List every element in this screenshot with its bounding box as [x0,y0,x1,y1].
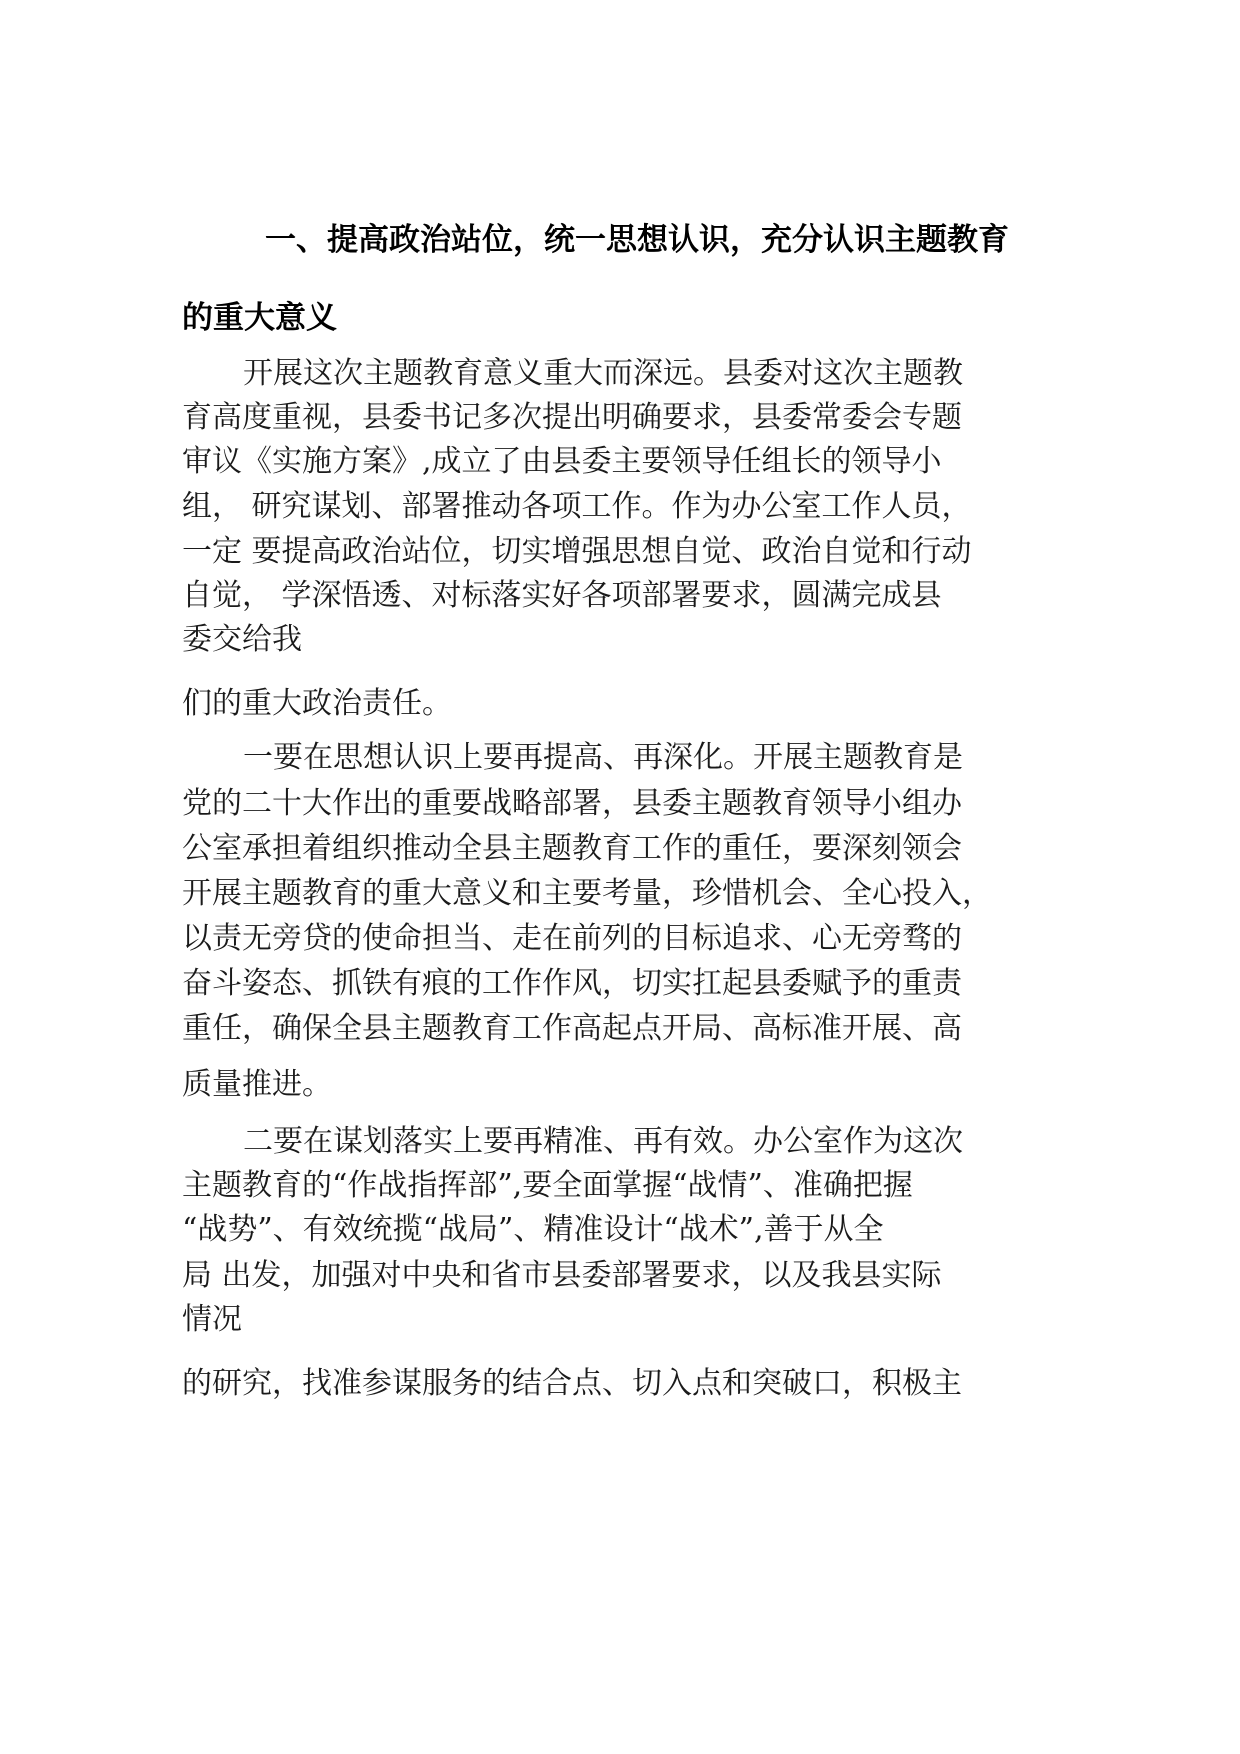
paragraph-2-line-1: 一要在思想认识上要再提高、再深化。开展主题教育是 [243,740,963,775]
paragraph-3-line-6: 的研究，找准参谋服务的结合点、切入点和突破口，积极主 [182,1366,962,1401]
paragraph-2-line-5: 以责无旁贷的使命担当、走在前列的目标追求、心无旁骛的 [182,921,962,956]
paragraph-3-line-4: 局 出发，加强对中央和省市县委部署要求，以及我县实际 [182,1258,942,1293]
paragraph-1-line-7: 委交给我 [182,622,302,657]
paragraph-1-line-8: 们的重大政治责任。 [182,686,452,721]
paragraph-2-line-7: 重任，确保全县主题教育工作高起点开局、高标准开展、高 [182,1011,962,1046]
paragraph-1-line-1: 开展这次主题教育意义重大而深远。县委对这次主题教 [243,356,963,391]
paragraph-1-line-5: 一定 要提高政治站位，切实增强思想自觉、政治自觉和行动 [182,534,972,569]
paragraph-1-line-4: 组， 研究谋划、部署推动各项工作。作为办公室工作人员， [182,489,972,524]
section-heading-line-2: 的重大意义 [182,300,337,336]
paragraph-2-line-8: 质量推进。 [182,1067,332,1102]
paragraph-3-line-5: 情况 [182,1302,242,1337]
paragraph-3-line-3: “战势”、有效统揽“战局”、精准设计“战术”,善于从全 [182,1212,884,1247]
paragraph-1-line-3: 审议《实施方案》,成立了由县委主要领导任组长的领导小 [182,444,942,479]
paragraph-2-line-2: 党的二十大作出的重要战略部署，县委主题教育领导小组办 [182,786,962,821]
paragraph-3-line-1: 二要在谋划落实上要再精准、再有效。办公室作为这次 [243,1124,963,1159]
paragraph-2-line-6: 奋斗姿态、抓铁有痕的工作作风，切实扛起县委赋予的重责 [182,966,962,1001]
section-heading-line-1: 一、提高政治站位，统一思想认识，充分认识主题教育 [265,222,1009,258]
paragraph-3-line-2: 主题教育的“作战指挥部”,要全面掌握“战情”、准确把握 [182,1168,913,1203]
paragraph-1-line-2: 育高度重视，县委书记多次提出明确要求，县委常委会专题 [182,400,962,435]
paragraph-1-line-6: 自觉， 学深悟透、对标落实好各项部署要求，圆满完成县 [182,578,942,613]
paragraph-2-line-4: 开展主题教育的重大意义和主要考量，珍惜机会、全心投入， [182,876,992,911]
paragraph-2-line-3: 公室承担着组织推动全县主题教育工作的重任，要深刻领会 [182,831,962,866]
